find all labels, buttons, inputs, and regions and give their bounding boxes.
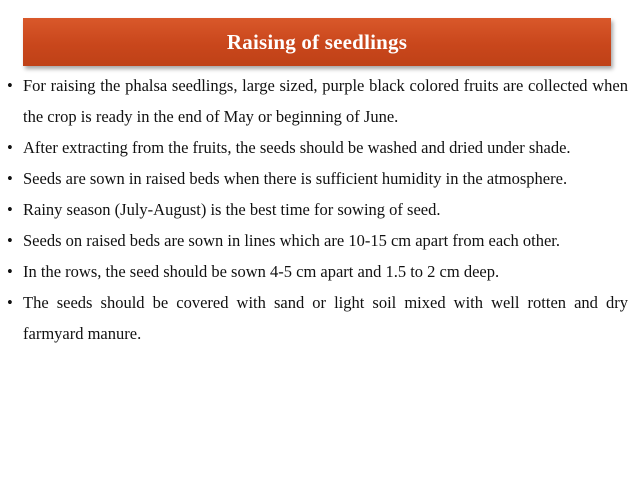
bullet-text: Seeds are sown in raised beds when there is sufficient humidity in the atmosphere. [23, 169, 568, 188]
bullet-item [4, 225, 628, 256]
bullet-list [4, 70, 628, 349]
bullet-text: Rainy season (July-August) is the best time for sowing of seed. [23, 200, 441, 219]
bullet-text: After extracting from the fruits, the seeds should be washed and dried under shade. [23, 138, 571, 157]
bullet-marker: • [7, 200, 13, 219]
bullet-marker: • [7, 138, 13, 157]
bullet-item [4, 70, 628, 132]
bullet-item [4, 256, 628, 287]
slide-title: Raising of seedlings [226, 29, 408, 54]
bullet-text: Seeds on raised beds are sown in lines which are 10-15 cm apart from each other. [23, 231, 560, 250]
bullet-item [4, 287, 628, 349]
title-bar [23, 18, 611, 66]
bullet-item [4, 132, 628, 163]
bullet-marker: • [7, 169, 13, 188]
bullet-marker: • [7, 76, 13, 95]
bullet-marker: • [7, 262, 13, 281]
bullet-text: In the rows, the seed should be sown 4-5 cm apart and 1.5 to 2 cm deep. [23, 262, 500, 281]
bullet-marker: • [7, 293, 13, 312]
bullet-item [4, 163, 628, 194]
bullet-text: The seeds should be covered with sand or light soil mixed with well rotten and dry farmyard manure. [23, 293, 628, 343]
bullet-item [4, 194, 628, 225]
bullet-text: For raising the phalsa seedlings, large sized, purple black colored fruits are collected when the crop is ready in the end of May or beginning of June. [23, 76, 628, 126]
bullet-marker: • [7, 231, 13, 250]
